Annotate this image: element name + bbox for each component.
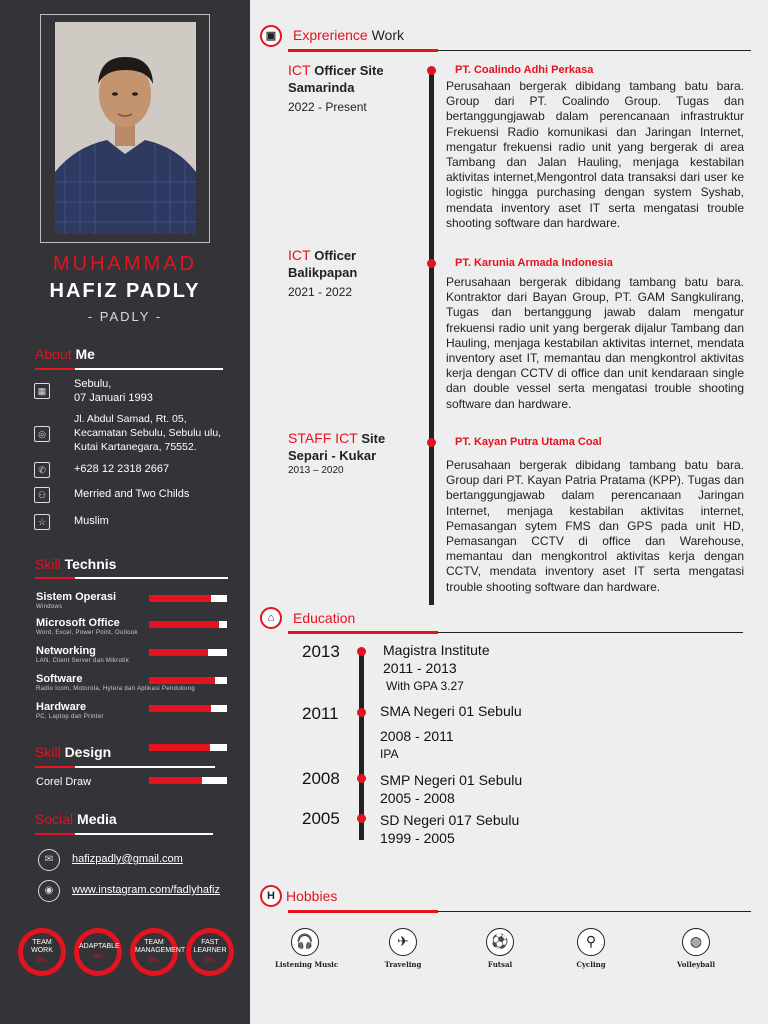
skill-level-fill [149, 649, 208, 656]
skill-level-fill [149, 744, 210, 751]
education-period: 1999 - 2005 [380, 830, 455, 846]
profile-photo [55, 22, 196, 234]
timeline-dot [427, 438, 436, 447]
job-period: 2022 - Present [288, 100, 367, 114]
skill-level-bar [149, 777, 227, 784]
hobby-item [373, 928, 433, 969]
skill-title: Hardware [36, 701, 87, 713]
company-name: PT. Kayan Putra Utama Coal [455, 436, 602, 448]
skill-item [36, 645, 231, 664]
social-link[interactable]: www.instagram.com/fadlyhafiz [72, 884, 220, 896]
first-name: MUHAMMAD [53, 253, 197, 275]
education-note: With GPA 3.27 [386, 679, 464, 693]
volleyball-icon: ◍ [682, 928, 710, 956]
skill-subtitle: LAN, Client Server dan Mikrotik [36, 658, 129, 664]
briefcase-icon: ▣ [260, 25, 282, 47]
job-title: ICT Officer Balikpapan [288, 247, 358, 280]
education-period: 2011 - 2013 [383, 660, 457, 676]
skill-item [36, 617, 231, 636]
education-school: SMA Negeri 01 Sebulu [380, 703, 522, 719]
soft-skill-badge [18, 928, 66, 976]
last-name: HAFIZ PADLY [49, 280, 201, 302]
skill-level-bar [149, 677, 227, 684]
job-title: STAFF ICT Site Separi - Kukar [288, 430, 386, 463]
skill-level-fill [149, 705, 211, 712]
timeline-dot [357, 708, 366, 717]
education-period: 2005 - 2008 [380, 790, 455, 806]
timeline-dot [357, 774, 366, 783]
badge-label: ADAPTABLE 90% [79, 933, 117, 971]
about-item-text: +628 12 2318 2667 [74, 463, 170, 475]
soft-skill-badge [186, 928, 234, 976]
graduation-cap-icon: ⌂ [260, 607, 282, 629]
skill-level-fill [149, 677, 215, 684]
experience-heading: Exprerience Work [293, 27, 405, 43]
skill-design-divider [35, 766, 215, 768]
skill-level-bar [149, 744, 227, 751]
skill-level-bar [149, 705, 227, 712]
sidebar [0, 0, 250, 1024]
timeline-dot [357, 814, 366, 823]
skill-item [36, 591, 231, 610]
social-divider [35, 833, 213, 835]
hobby-label: Futsal [487, 960, 513, 969]
timeline-dot [427, 259, 436, 268]
education-year: 2005 [302, 809, 340, 828]
education-year: 2008 [302, 769, 340, 788]
hobby-label: Traveling [384, 960, 422, 969]
skill-level-bar [149, 595, 227, 602]
hobby-label: Volleyball [676, 960, 716, 969]
education-heading: Education [293, 610, 356, 626]
skill-level-bar [149, 621, 227, 628]
experience-timeline [429, 70, 434, 605]
airplane-icon: ✈ [389, 928, 417, 956]
hobby-label: Listening Music [275, 960, 339, 969]
photo-frame [40, 14, 210, 243]
about-item-text: Jl. Abdul Samad, Rt. 05, Kecamatan Sebulu, Sebulu ulu, Kutai Kartanegara, 75552. [74, 413, 222, 453]
education-school: SMP Negeri 01 Sebulu [380, 772, 523, 788]
family-icon: ⚇ [34, 487, 50, 503]
badge-label: FAST LEARNER 95% [191, 933, 229, 971]
skill-level-bar [149, 649, 227, 656]
company-name: PT. Karunia Armada Indonesia [455, 257, 613, 269]
social-heading: Social Media [35, 811, 117, 827]
email-icon: ✉ [38, 849, 60, 871]
timeline-dot [427, 66, 436, 75]
skill-level-fill [149, 777, 202, 784]
job-title: ICT Officer Site Samarinda [288, 62, 384, 95]
hobbies-divider [288, 911, 751, 912]
religion-icon: ☆ [34, 514, 50, 530]
about-item-text: Muslim [74, 515, 109, 527]
about-heading: About Me [35, 346, 95, 362]
education-school: Magistra Institute [383, 642, 490, 658]
job-description: Perusahaan bergerak dibidang tambang batu bara. Kontraktor dari Bayan Group, PT. GAM Sangkulirang, Tugas dan bertanggung jawab dalam mengatur frekuensi radio unit yang bergerak dijalur Tambang dan Hauling, menjaga kestabilan aktivitas internet, mendata inventory aset IT, memantau dan mengkontrol aktivitas kerja dengan CCTV di office dan unit kendaraan single dan double vessel serta mengatasi trouble shooting software dan hardware. [446, 275, 744, 411]
company-name: PT. Coalindo Adhi Perkasa [455, 64, 594, 76]
skill-level-fill [149, 621, 219, 628]
hobby-item [470, 928, 530, 969]
hobby-item [561, 928, 621, 969]
hobby-item [666, 928, 726, 969]
badge-label: TEAM MANAGEMENT 90% [135, 933, 173, 971]
skill-level-fill [149, 595, 211, 602]
skill-subtitle: Windows [36, 604, 63, 610]
cycling-icon: ⚲ [577, 928, 605, 956]
skill-title: Networking [36, 645, 96, 657]
skill-item [36, 701, 231, 720]
education-timeline [359, 648, 364, 840]
education-note: IPA [380, 747, 399, 761]
job-period: 2021 - 2022 [288, 285, 353, 299]
hobby-item [275, 928, 339, 969]
instagram-icon: ◉ [38, 880, 60, 902]
skill-subtitle: PC, Laptop dan Printer [36, 714, 104, 720]
hobbies-heading: Hobbies [286, 888, 338, 904]
phone-icon: ✆ [34, 462, 50, 478]
skill-title: Microsoft Office [36, 617, 120, 629]
education-school: SD Negeri 017 Sebulu [380, 812, 520, 828]
skill-technis-heading: Skill Technis [35, 556, 117, 572]
job-description: Perusahaan bergerak dibidang tambang batu bara. Group dari PT. Coalindo Group. Tugas dan bertanggungjawab dalam perencanaan infrastruktur Frekuensi Radio komunikasi dan Jaringan Internet, mengatur frekuensi radio unit yang bergerak di area Tambang dan Jalan Hauling, menjaga kestabilan aktivitas internet,Mengontrol data transaksi dari user ke logistic hingga purchasing dengan system Syshab, mendata inventory aset IT serta mengatasi trouble shooting software dan hardware. [446, 79, 744, 230]
education-period: 2008 - 2011 [380, 728, 454, 744]
skill-technis-divider [35, 577, 228, 579]
timeline-dot [357, 647, 366, 656]
skill-subtitle: Word, Excel, Power Point, Outlook [36, 630, 138, 636]
skill-item [36, 776, 231, 788]
about-item-text: Sebulu, 07 Januari 1993 [74, 378, 153, 404]
job-description: Perusahaan bergerak dibidang tambang batu bara. Group dari PT. Kayan Patria Pratama (KPP). Tugas dan bertanggungjawab dalam perencanaan Jaringan Internet, menjaga kestabilan aktivitas internet, Pemasangan sytem FMS dan GPS pada unit HD, Pemasangan CCTV di office dan Warehouse, memantau dan mengkontrol aktivitas kerja dengan CCTV, mendata inventory aset IT serta mengatasi trouble shooting software dan hardware. [446, 458, 744, 594]
skill-title: Sistem Operasi [36, 591, 117, 603]
location-icon: ◎ [34, 426, 50, 442]
education-year: 2011 [302, 704, 339, 723]
about-item-text: Merried and Two Childs [74, 488, 190, 500]
education-divider [288, 632, 743, 633]
nickname: - PADLY - [87, 309, 163, 324]
about-divider [35, 368, 223, 370]
social-link[interactable]: hafizpadly@gmail.com [72, 853, 183, 865]
soft-skill-badge [74, 928, 122, 976]
headphones-icon: 🎧 [291, 928, 319, 956]
hobby-label: Cycling [576, 960, 606, 969]
hobbies-icon: H [260, 885, 282, 907]
education-year: 2013 [302, 642, 340, 661]
skill-subtitle: Radio Icom, Motorola, Hytera dan Aplikasi Pendukung [36, 686, 196, 692]
futsal-icon: ⚽ [486, 928, 514, 956]
soft-skill-badge [130, 928, 186, 976]
experience-divider [288, 50, 751, 51]
skill-design-heading: Skill Design [35, 744, 112, 760]
skill-title: Software [36, 673, 83, 685]
skill-title: Corel Draw [36, 776, 92, 788]
skill-item [36, 673, 231, 692]
job-period: 2013 – 2020 [288, 465, 344, 476]
calendar-icon: ▦ [34, 383, 50, 399]
badge-label: TEAM WORK 90% [23, 933, 61, 971]
